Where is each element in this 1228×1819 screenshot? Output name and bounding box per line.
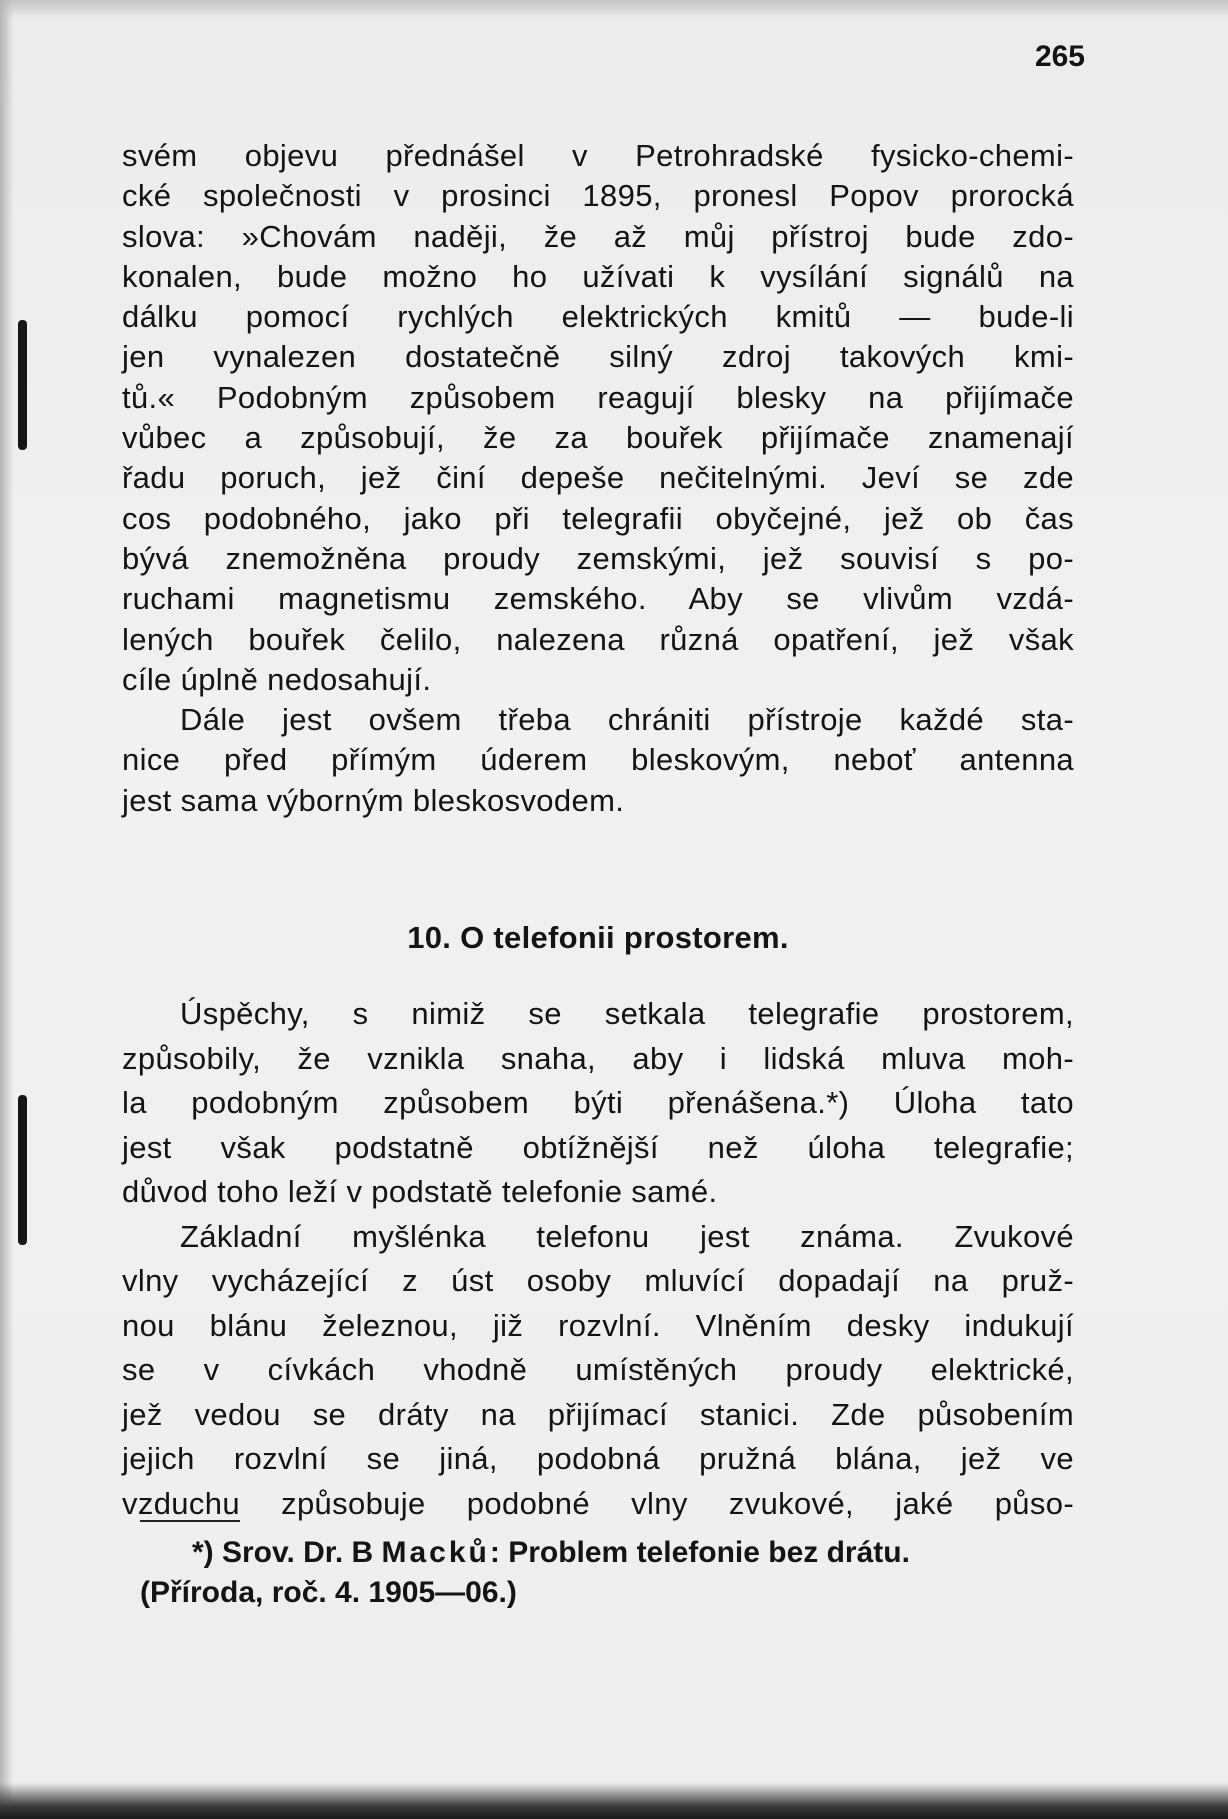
text-line: důvod toho leží v podstatě telefonie samé.: [122, 1174, 718, 1209]
footnote-divider: [140, 1520, 240, 1522]
text-line: lených bouřek čelilo, nalezena různá opatření, jež však: [122, 621, 1074, 657]
footnote-prefix: *) Srov. Dr. B: [192, 1536, 382, 1569]
scan-bottom-edge: [0, 1783, 1228, 1819]
footnote-author: Macků: [381, 1536, 490, 1569]
text-line: slova: »Chovám naději, že až můj přístroj bude zdo-: [122, 218, 1074, 254]
text-line: nice před přímým úderem bleskovým, neboť antenna: [122, 742, 1074, 778]
footnote-line: (Příroda, roč. 4. 1905—06.): [140, 1576, 517, 1609]
text-line: vzduchu způsobuje podobné vlny zvukové, jaké půso-: [122, 1485, 1074, 1521]
text-line: nou blánu železnou, již rozvlní. Vlněním desky indukují: [122, 1307, 1074, 1343]
text-line: způsobily, že vznikla snaha, aby i lidská mluva moh-: [122, 1040, 1074, 1076]
footnote-title: : Problem telefonie bez drátu.: [489, 1536, 910, 1569]
text-line: jejich rozvlní se jiná, podobná pružná blána, jež ve: [122, 1441, 1074, 1476]
text-line: ruchami magnetismu zemského. Aby se vlivům vzdá-: [122, 581, 1074, 617]
section-body: [122, 992, 1074, 1526]
section-heading: 10. O telefonii prostorem.: [407, 920, 789, 955]
text-line: cos podobného, jako při telegrafii obyčejné, jež ob čas: [122, 500, 1074, 536]
text-line: jest sama výborným bleskosvodem.: [122, 782, 625, 818]
text-line: la podobným způsobem býti přenášena.*) Úloha tato: [122, 1085, 1074, 1120]
binding-mark: [18, 1095, 27, 1245]
text-line: jest však podstatně obtížnější než úloha telegrafie;: [122, 1129, 1074, 1165]
text-line: vlny vycházející z úst osoby mluvící dopadají na pruž-: [122, 1263, 1074, 1298]
footnote-line: [140, 1533, 1080, 1573]
paragraph-continued: [122, 136, 1074, 821]
text-line: jen vynalezen dostatečně silný zdroj takových kmi-: [122, 339, 1074, 375]
text-line: jež vedou se dráty na přijímací stanici. Zde působením: [122, 1396, 1074, 1432]
text-line: konalen, bude možno ho užívati k vysílání signálů na: [122, 258, 1074, 294]
page-number: 265: [1034, 40, 1085, 73]
text-line: Dále jest ovšem třeba chrániti přístroje každé sta-: [180, 702, 1074, 738]
text-line: se v cívkách vhodně umístěných proudy elektrické,: [122, 1352, 1074, 1387]
text-line: vůbec a způsobují, že za bouřek přijímače znamenají: [122, 420, 1074, 456]
text-line: Úspěchy, s nimiž se setkala telegrafie prostorem,: [180, 996, 1074, 1031]
text-line: dálku pomocí rychlých elektrických kmitů — bude-li: [122, 299, 1074, 335]
scan-left-edge: [0, 0, 14, 1819]
text-line: tů.« Podobným způsobem reagují blesky na přijímače: [122, 379, 1074, 415]
text-line: bývá znemožněna proudy zemskými, jež souvisí s po-: [122, 540, 1074, 576]
text-line: svém objevu přednášel v Petrohradské fysicko-chemi-: [122, 138, 1074, 173]
text-line: cké společnosti v prosinci 1895, pronesl Popov prorocká: [122, 178, 1074, 214]
footnote: [140, 1533, 1080, 1613]
text-line: Základní myšlénka telefonu jest známa. Zvukové: [180, 1218, 1074, 1254]
text-line: řadu poruch, jež činí depeše nečitelnými. Jeví se zde: [122, 460, 1074, 496]
scan-top-edge: [0, 0, 1228, 18]
text-line: cíle úplně nedosahují.: [122, 661, 432, 697]
binding-mark: [18, 320, 27, 450]
